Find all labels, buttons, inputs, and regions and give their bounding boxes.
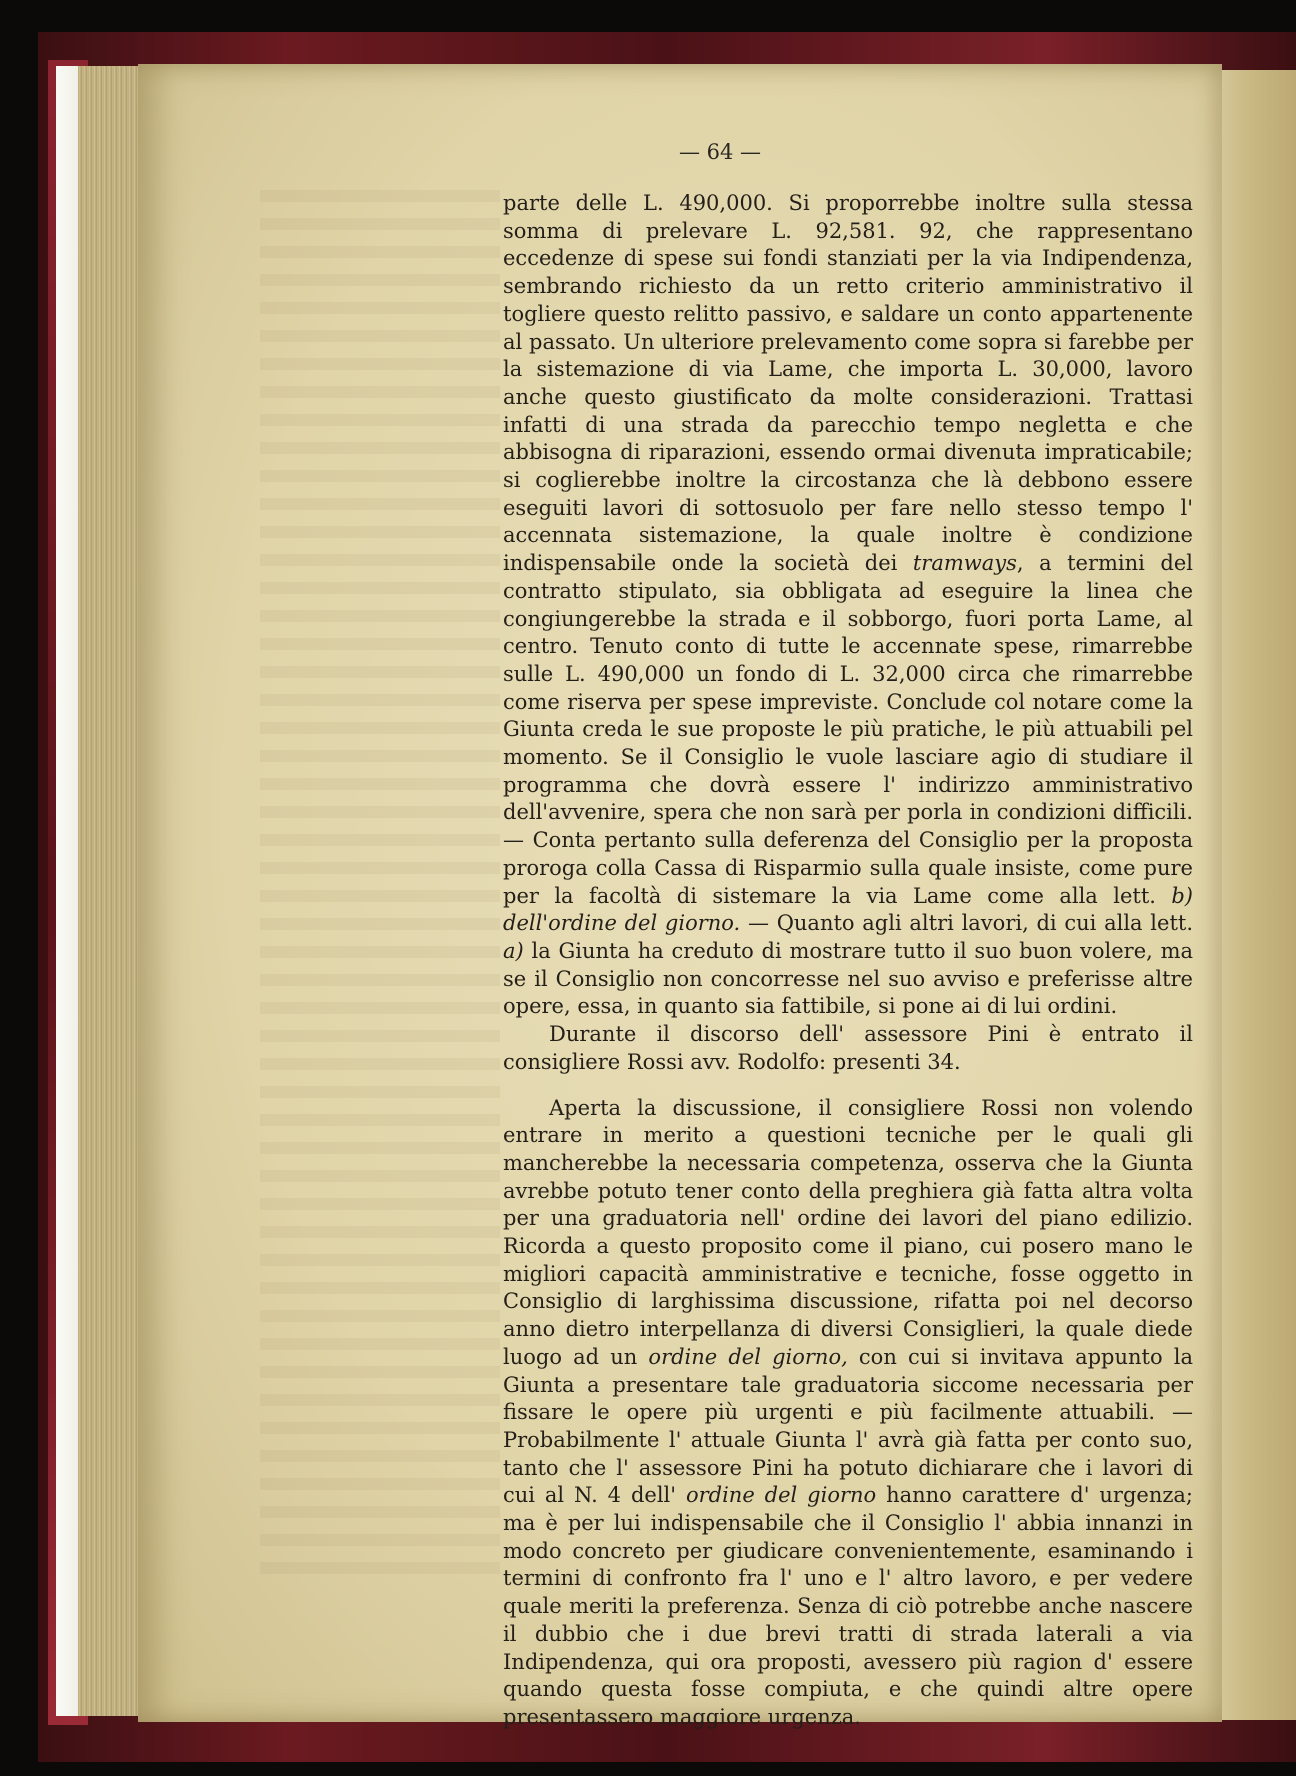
page-edges: [78, 66, 142, 1716]
page-number: — 64 —: [678, 140, 762, 164]
body-text: [503, 190, 1193, 1732]
paragraph-2: Durante il discorso dell' assessore Pini è entrato il consigliere Rossi avv. Rodolfo: presenti 34.: [503, 1022, 1193, 1074]
paragraph-3: Aperta la discussione, il consigliere Rossi non volendo entrare in merito a questioni tecniche per le quali gli mancherebbe la necessaria competenza, osserva che la Giunta avrebbe potuto tener conto della preghiera già fatta altra volta per una graduatoria nell' ordine dei lavori del piano edilizio. Ricorda a questo proposito come il piano, cui posero mano le migliori capacità amministrative e tecniche, fosse oggetto in Consiglio di larghissima discussione, rifatta poi nel decorso anno dietro interpellanza di diversi Consiglieri, la quale diede luogo ad un ordine del giorno, con cui si invitava appunto la Giunta a presentare tale graduatoria siccome necessaria per fissare le opere più urgenti e più facilmente attuabili. — Probabilmente l' attuale Giunta l' avrà già fatta per conto suo, tanto che l' assessore Pini ha potuto dichiarare che i lavori di cui al N. 4 dell' ordine del giorno hanno carattere d' urgenza; ma è per lui indispensabile che il Consiglio l' abbia innanzi in modo concreto per giudicare convenientemente, esaminando i termini di confronto fra l' uno e l' altro lavoro, e per vedere quale meriti la preferenza. Senza di ciò potrebbe anche nascere il dubbio che i due brevi tratti di strada laterali a via Indipendenza, qui ora proposti, avessero più ragion d' essere quando questa fosse compiuta, e che quindi altre opere presentassero maggiore urgenza.: [503, 1095, 1193, 1729]
paragraph-1: parte delle L. 490,000. Si proporrebbe inoltre sulla stessa somma di prelevare L. 92,581. 92, che rappresentano eccedenze di spese sui fondi stanziati per la via Indipendenza, sembrando richiesto da un retto criterio amministrativo il togliere questo relitto passivo, e saldare un conto appartenente al passato. Un ulteriore prelevamento come sopra si farebbe per la sistemazione di via Lame, che importa L. 30,000, lavoro anche questo giustificato da molte considerazioni. Trattasi infatti di una strada da parecchio tempo negletta e che abbisogna di riparazioni, essendo ormai divenuta impraticabile; si coglierebbe inoltre la circostanza che là debbono essere eseguiti lavori di sottosuolo per fare nello stesso tempo l' accennata sistemazione, la quale inoltre è condizione indispensabile onde la società dei tramways, a termini del contratto stipulato, sia obbligata ad eseguire la linea che congiungerebbe la strada e il sobborgo, fuori porta Lame, al centro. Tenuto conto di tutte le accennate spese, rimarrebbe sulle L. 490,000 un fondo di L. 32,000 circa che rimarrebbe come riserva per spese impreviste. Conclude col notare come la Giunta creda le sue proposte le più pratiche, le più attuabili pel momento. Se il Consiglio le vuole lasciare agio di studiare il programma che dovrà essere l' indirizzo amministrativo dell'avvenire, spera che non sarà per porla in condizioni difficili. — Conta pertanto sulla deferenza del Consiglio per la proposta proroga colla Cassa di Risparmio sulla quale insiste, come pure per la facoltà di sistemare la via Lame come alla lett. b) dell'ordine del giorno. — Quanto agli altri lavori, di cui alla lett. a) la Giunta ha creduto di mostrare tutto il suo buon volere, ma se il Consiglio non concorresse nel suo avviso e preferisse altre opere, essa, in quanto sia fattibile, si pone ai di lui ordini.: [503, 191, 1193, 1019]
right-page-edge: [1222, 70, 1296, 1720]
show-through-text: [260, 190, 500, 1590]
